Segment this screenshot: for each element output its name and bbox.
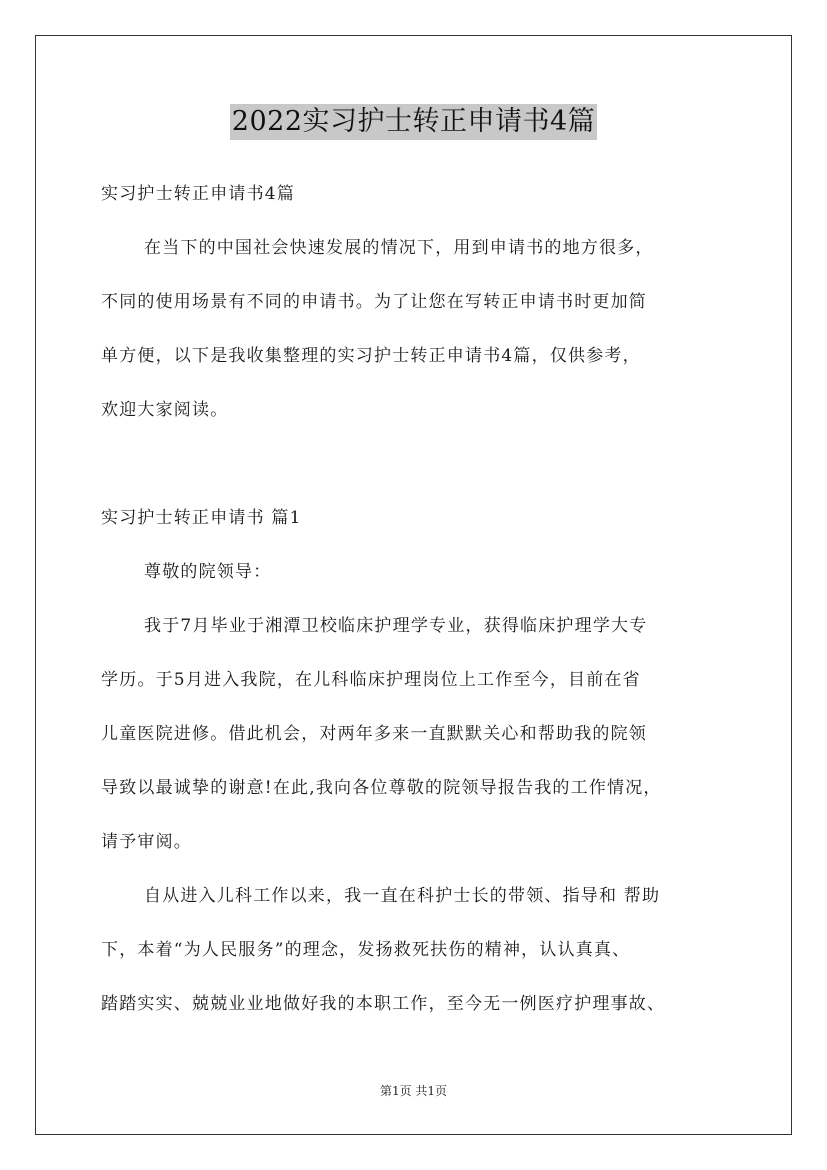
salutation: 尊敬的院领导： xyxy=(144,562,272,582)
page-footer: 第1页 共1页 xyxy=(379,1084,448,1098)
document-title: 2022实习护士转正申请书4篇 xyxy=(230,104,597,140)
paragraph-line: 欢迎大家阅读。 xyxy=(101,400,229,420)
paragraph-line: 在当下的中国社会快速发展的情况下，用到申请书的地方很多， xyxy=(144,238,654,258)
paragraph-line: 儿童医院进修。借此机会，对两年多来一直默默关心和帮助我的院领 xyxy=(101,724,647,744)
paragraph-line: 单方便，以下是我收集整理的实习护士转正申请书4篇，仅供参考， xyxy=(101,346,641,366)
title-container xyxy=(0,104,827,140)
section-heading: 实习护士转正申请书 篇1 xyxy=(101,508,302,528)
intro-heading: 实习护士转正申请书4篇 xyxy=(101,184,296,204)
paragraph-line: 下，本着“为人民服务”的理念，发扬救死扶伤的精神，认认真真、 xyxy=(101,940,631,960)
paragraph-line: 踏踏实实、兢兢业业地做好我的本职工作，至今无一例医疗护理事故、 xyxy=(101,994,666,1014)
paragraph-line: 不同的使用场景有不同的申请书。为了让您在写转正申请书时更加简 xyxy=(101,292,647,312)
paragraph-line: 学历。于5月进入我院，在儿科临床护理岗位上工作至今，目前在省 xyxy=(101,670,641,690)
paragraph-line: 请予审阅。 xyxy=(101,832,192,852)
paragraph-line: 导致以最诚挚的谢意!在此,我向各位尊敬的院领导报告我的工作情况， xyxy=(101,778,662,798)
paragraph-line: 我于7月毕业于湘潭卫校临床护理学专业，获得临床护理学大专 xyxy=(144,616,648,636)
paragraph-line: 自从进入儿科工作以来，我一直在科护士长的带领、指导和 帮助 xyxy=(144,886,661,906)
